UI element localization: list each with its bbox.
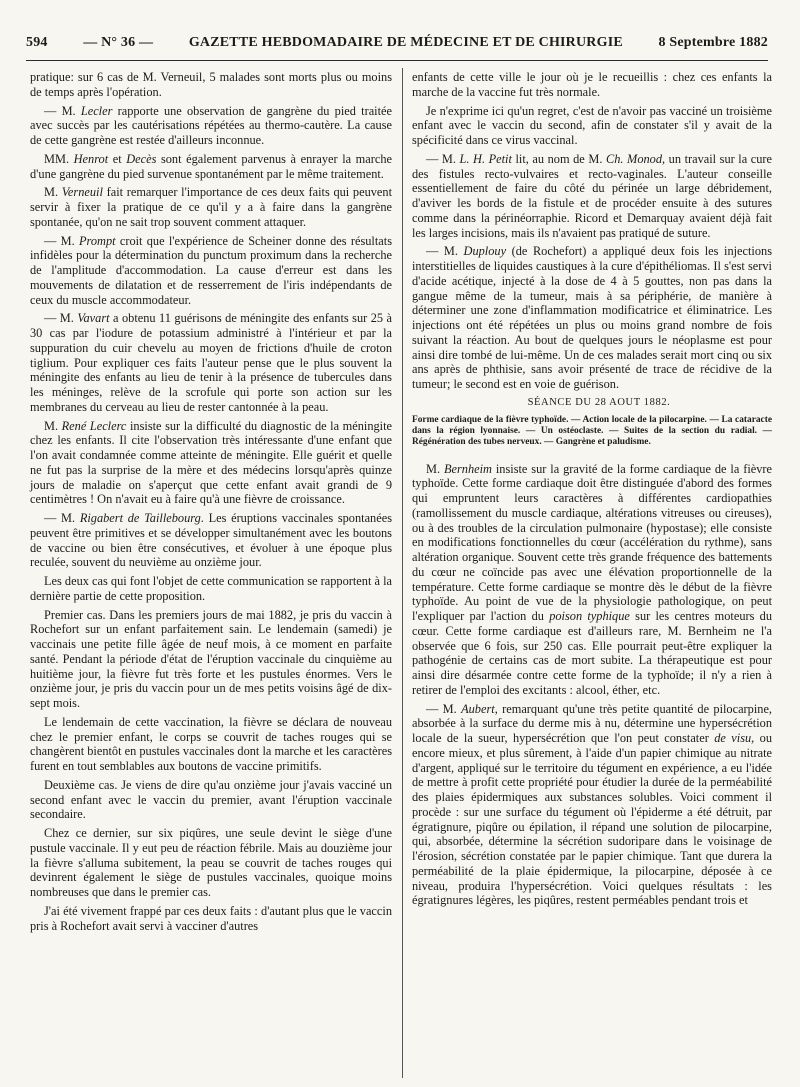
text-run: , ou encore mieux, et plus sûrement, à l'aide d'un papier chimique au nitrate d'argent, appliqué sur le territoire du tégument en expérience, a eu l'idée de mettre à profit cette propriété pour étudier la durée de la perméabilité des plaies épidermiques aux substances solubles. Voici comment il procède : sur une surface du tégument où l'épiderme a été détruit, par égratignure, piqûre ou épilation, il répand une solution de pilocarpine, qui, absorbée, détermine la sécrétion sudoripare dans le voisinage de l'érosion, sécrétion constatée par le papier chimique. Tant que durera la perméabilité de la plaie épidermique, la pilocarpine, déposée à ce niveau, produira l'hypersécrétion. Voici quelques résultats : les égratignures légères, les piqûres, restent perméables pendant trois et — [412, 731, 772, 908]
text-run: — M. — [44, 511, 80, 525]
paragraph — [30, 511, 392, 570]
session-heading: SÉANCE DU 28 AOUT 1882. — [527, 396, 671, 408]
text-run: , un travail sur la cure des fistules recto-vulvaires et recto-vaginales. L'auteur conseille essentiellement de faire du côté du périnée un large débridement, d'aviver les bords de la fistule et de procéder ensuite à des sutures comme dans la périnéorraphie. Ricord et Demarquay avaient déjà fait les larges incisions, mais ils n'avaient pas pratiqué de suture. — [412, 151, 773, 240]
text-run: et — [108, 151, 127, 166]
paragraph: Deuxième cas. Je viens de dire qu'au onzième jour j'avais vacciné un second enfant avec le vaccin du premier, avant l'éruption vaccinale secondaire. — [30, 777, 392, 822]
text-run: — M. — [426, 151, 460, 166]
paragraph — [30, 185, 392, 229]
text-run: fait remarquer l'importance de ces deux faits qui peuvent servir à fixer la pratique de ce qu'il y a à faire dans la gangrène spontanée, qu'on ne sait trop souvent comment attaquer. — [30, 185, 392, 229]
paragraph: enfants de cette ville le jour où je le recueillis : chez ces enfants la marche de la vaccine fut très normale. — [412, 70, 772, 99]
issue-number: — N° 36 — — [83, 35, 154, 50]
text-run: insiste sur la difficulté du diagnostic de la méningite chez les enfants. Il cite l'observation très intéressante d'une enfant que l'on avait condamnée comme atteinte de méningite. Elle guérit et quelle ne fut pas la surprise de la mère et des médecins lorsqu'après quinze jours de maladie on s'aperçut que cette enfant avait grandi de 9 centimètres ! On n'avait eu à faire qu'à une fièvre de croissance. — [30, 418, 393, 507]
paragraph: Les deux cas qui font l'objet de cette communication se rapportent à la dernière partie de cette proposition. — [30, 574, 392, 603]
paragraph — [412, 462, 772, 698]
author-name: René Leclerc — [61, 418, 127, 433]
text-run: — M. — [426, 701, 462, 716]
issue-date: 8 Septembre 1882 — [658, 35, 768, 50]
paragraph — [30, 152, 392, 182]
author-name: Henrot — [73, 151, 109, 166]
text-run: (de Rochefort) a appliqué deux fois les injections interstitielles de liquides caustiques à la cure d'épithéliomas. Il s'est servi d'acide acétique, injecté à la dose de 4 à 5 gouttes, non pas dans la gangue même de la tumeur, mais à sa périphérie, de manière à déterminer une zone d'inflammation modificatrice et éliminatrice. Les injections ont été répétées un plus ou moins grand nombre de fois suivant la réaction. Au bout de quelques jours le néoplasme est pour ainsi dire tombé de lui-même. Un de ces malades serait mort cinq ou six ans après de phthisie, sans avoir présenté de trace de récidive de la tumeur; le second est en voie de guérison. — [412, 244, 773, 391]
author-name: Decès — [126, 151, 157, 166]
paragraph — [412, 152, 772, 241]
paragraph — [30, 104, 392, 148]
text-run: MM. — [44, 151, 74, 166]
journal-title: GAZETTE HEBDOMADAIRE DE MÉDECINE ET DE CHIRURGIE — [188, 35, 623, 50]
session-summary: Forme cardiaque de la fièvre typhoïde. — Action locale de la pilocarpine. — La cataracte dans la région lyonnaise. — Un ostéoclaste. — Suites de la section du radial. — Régénération des tubes nerveux. — Gangrène et paludisme. — [412, 414, 772, 447]
paragraph — [30, 311, 392, 414]
emphasis: de visu — [714, 731, 752, 745]
text-run: sont également parvenus à enrayer la marche d'une gangrène du pied survenue spontanément par le même traitement. — [30, 151, 392, 181]
author-name: Verneuil — [61, 185, 103, 200]
author-name: Ch. Monod — [605, 151, 663, 166]
text-run: — M. — [44, 233, 79, 248]
text-run: M. — [44, 185, 62, 200]
text-run: rapporte une observation de gangrène du pied traitée avec succès par les cautérisations répétées au thermo-cautère. La cause de cette gangrène est restée d'ailleurs inconnue. — [30, 103, 392, 147]
author-name: Duplouy — [463, 244, 507, 259]
paragraph: Je n'exprime ici qu'un regret, c'est de n'avoir pas vacciné un troisième enfant avec le vaccin du second, afin de constater s'il y avait de la spécificité dans ce virus vaccinal. — [412, 103, 772, 147]
author-name: Aubert — [461, 701, 495, 716]
paragraph: Premier cas. Dans les premiers jours de mai 1882, je pris du vaccin à Rochefort sur un enfant parfaitement sain. Le lendemain (samedi) je vaccinais une petite fille âgée de neuf mois, à ce moment en parfaite santé. Pendant la période d'état de l'éruption vaccinale du cinquième au huitième jour, la fièvre fut très forte et les pustules énormes. Vers le onzième jour, je pris du vaccin pour un de mes petits voisins âgé de dix-sept mois. — [30, 607, 392, 710]
paragraph: Chez ce dernier, sur six piqûres, une seule devint le siège d'une pustule vaccinale. Il y eut peu de réaction fébrile. Mais au douzième jour la fièvre s'alluma subitement, la peau se couvrit de taches rouges qui devinrent également le siège de pustules vaccinales, quoique moins nombreuses que dans le premier cas. — [30, 826, 392, 899]
page-number: 594 — [26, 35, 48, 50]
paragraph: J'ai été vivement frappé par ces deux faits : d'autant plus que le vaccin pris à Rochefort avait servi à vacciner d'autres — [30, 903, 392, 933]
paragraph: pratique: sur 6 cas de M. Verneuil, 5 malades sont morts plus ou moins de temps après l'opération. — [30, 70, 392, 99]
author-name: Vavart — [77, 311, 110, 326]
paragraph — [30, 234, 392, 308]
author-name: Prompt — [78, 233, 116, 248]
author-name: Lecler — [80, 103, 113, 118]
text-run: — M. — [44, 103, 81, 118]
text-run: sur les centres moteurs du cœur. Cette forme cardiaque est d'ailleurs rare, M. Bernheim ne l'a observée que 6 fois, sur 250 cas. Elle pourrait peut-être expliquer la pathogénie de certains cas de mort subite. La thérapeutique est pour ainsi dire désarmée contre cette forme de la typhoïde; il n'y a rien à retirer de l'emploi des excitants : alcool, éther, etc. — [412, 609, 773, 697]
paragraph — [30, 419, 392, 508]
text-run: lit, au nom de M. — [511, 151, 606, 166]
text-run: — M. — [44, 311, 78, 326]
text-run: a obtenu 11 guérisons de méningite des enfants sur 25 à 30 cas par l'iodure de potassium administré à l'intérieur et par la suppuration du cuir chevelu au moyen de frictions d'huile de croton tiglium. Pour expliquer ces faits l'auteur pense que le plus souvent la méningite des enfants au lieu de tenir à la présence de tubercules dans les méninges, relève de la scrofule qui porte son action sur les membranes du cerveau au lieu de rester cantonnée à la peau. — [30, 311, 392, 414]
text-run: . Les éruptions vaccinales spontanées peuvent être primitives et se développer simultanément avec les boutons de vaccine ou bien être consécutives, et évoluer à une époque plus reculée, souvent du neuvième au onzième jour. — [30, 511, 392, 570]
paragraph — [412, 702, 772, 909]
author-name: Bernheim — [443, 461, 492, 476]
right-column — [412, 70, 772, 912]
paragraph: Le lendemain de cette vaccination, la fièvre se déclara de nouveau chez le premier enfant, le corps se couvrit de taches rouges qui se changèrent bientôt en pustules vaccinales dont la marche et les caractères furent en tout semblables aux boutons de vaccine primitifs. — [30, 714, 392, 773]
text-run: croit que l'expérience de Scheiner donne des résultats infidèles pour la détermination du punctum proximum dans la recherche de l'amplitude d'accommodation. La cause d'erreur est dans les mouvements de dilatation et de resserrement de l'iris indépendants de ceux du muscle accommodateur. — [30, 233, 393, 307]
left-column — [30, 70, 392, 937]
author-name: Rigabert de Taillebourg — [79, 511, 201, 525]
paragraph — [412, 244, 772, 392]
text-run: insiste sur la gravité de la forme cardiaque de la fièvre typhoïde. Cette forme cardiaque doit être distinguée d'abord des formes qui empruntent leurs caractères à différentes cardiopathies (ramollissement du muscle cardiaque, altérations vitreuses ou cireuses), ou à des troubles de la circulation pulmonaire (hypostase); elle consiste en modifications fonctionnelles du cœur (accélération du rythme), sans altération organique. Souvent cette très grande fréquence des battements du cœur ne coïncide pas avec une élévation proportionnelle de la température. Cette forme cardiaque se montre dès le début de la fièvre typhoïde. Au point de vue de la physiologie pathologique, on peut l'expliquer par l'action du — [412, 461, 772, 623]
text-run: — M. — [426, 244, 464, 259]
header-rule — [26, 60, 768, 61]
emphasis: poison typhique — [549, 609, 630, 623]
text-run: M. — [426, 461, 444, 476]
author-name: L. H. Petit — [459, 151, 512, 166]
column-divider — [402, 68, 403, 1078]
running-header — [26, 28, 768, 58]
text-run: M. — [44, 418, 62, 433]
text-run: , remarquant qu'une très petite quantité de pilocarpine, absorbée à la surface du derme mis à nu, détermine une hypersécrétion locale de la sueur, hypersécrétion que l'on peut constater — [412, 701, 773, 745]
